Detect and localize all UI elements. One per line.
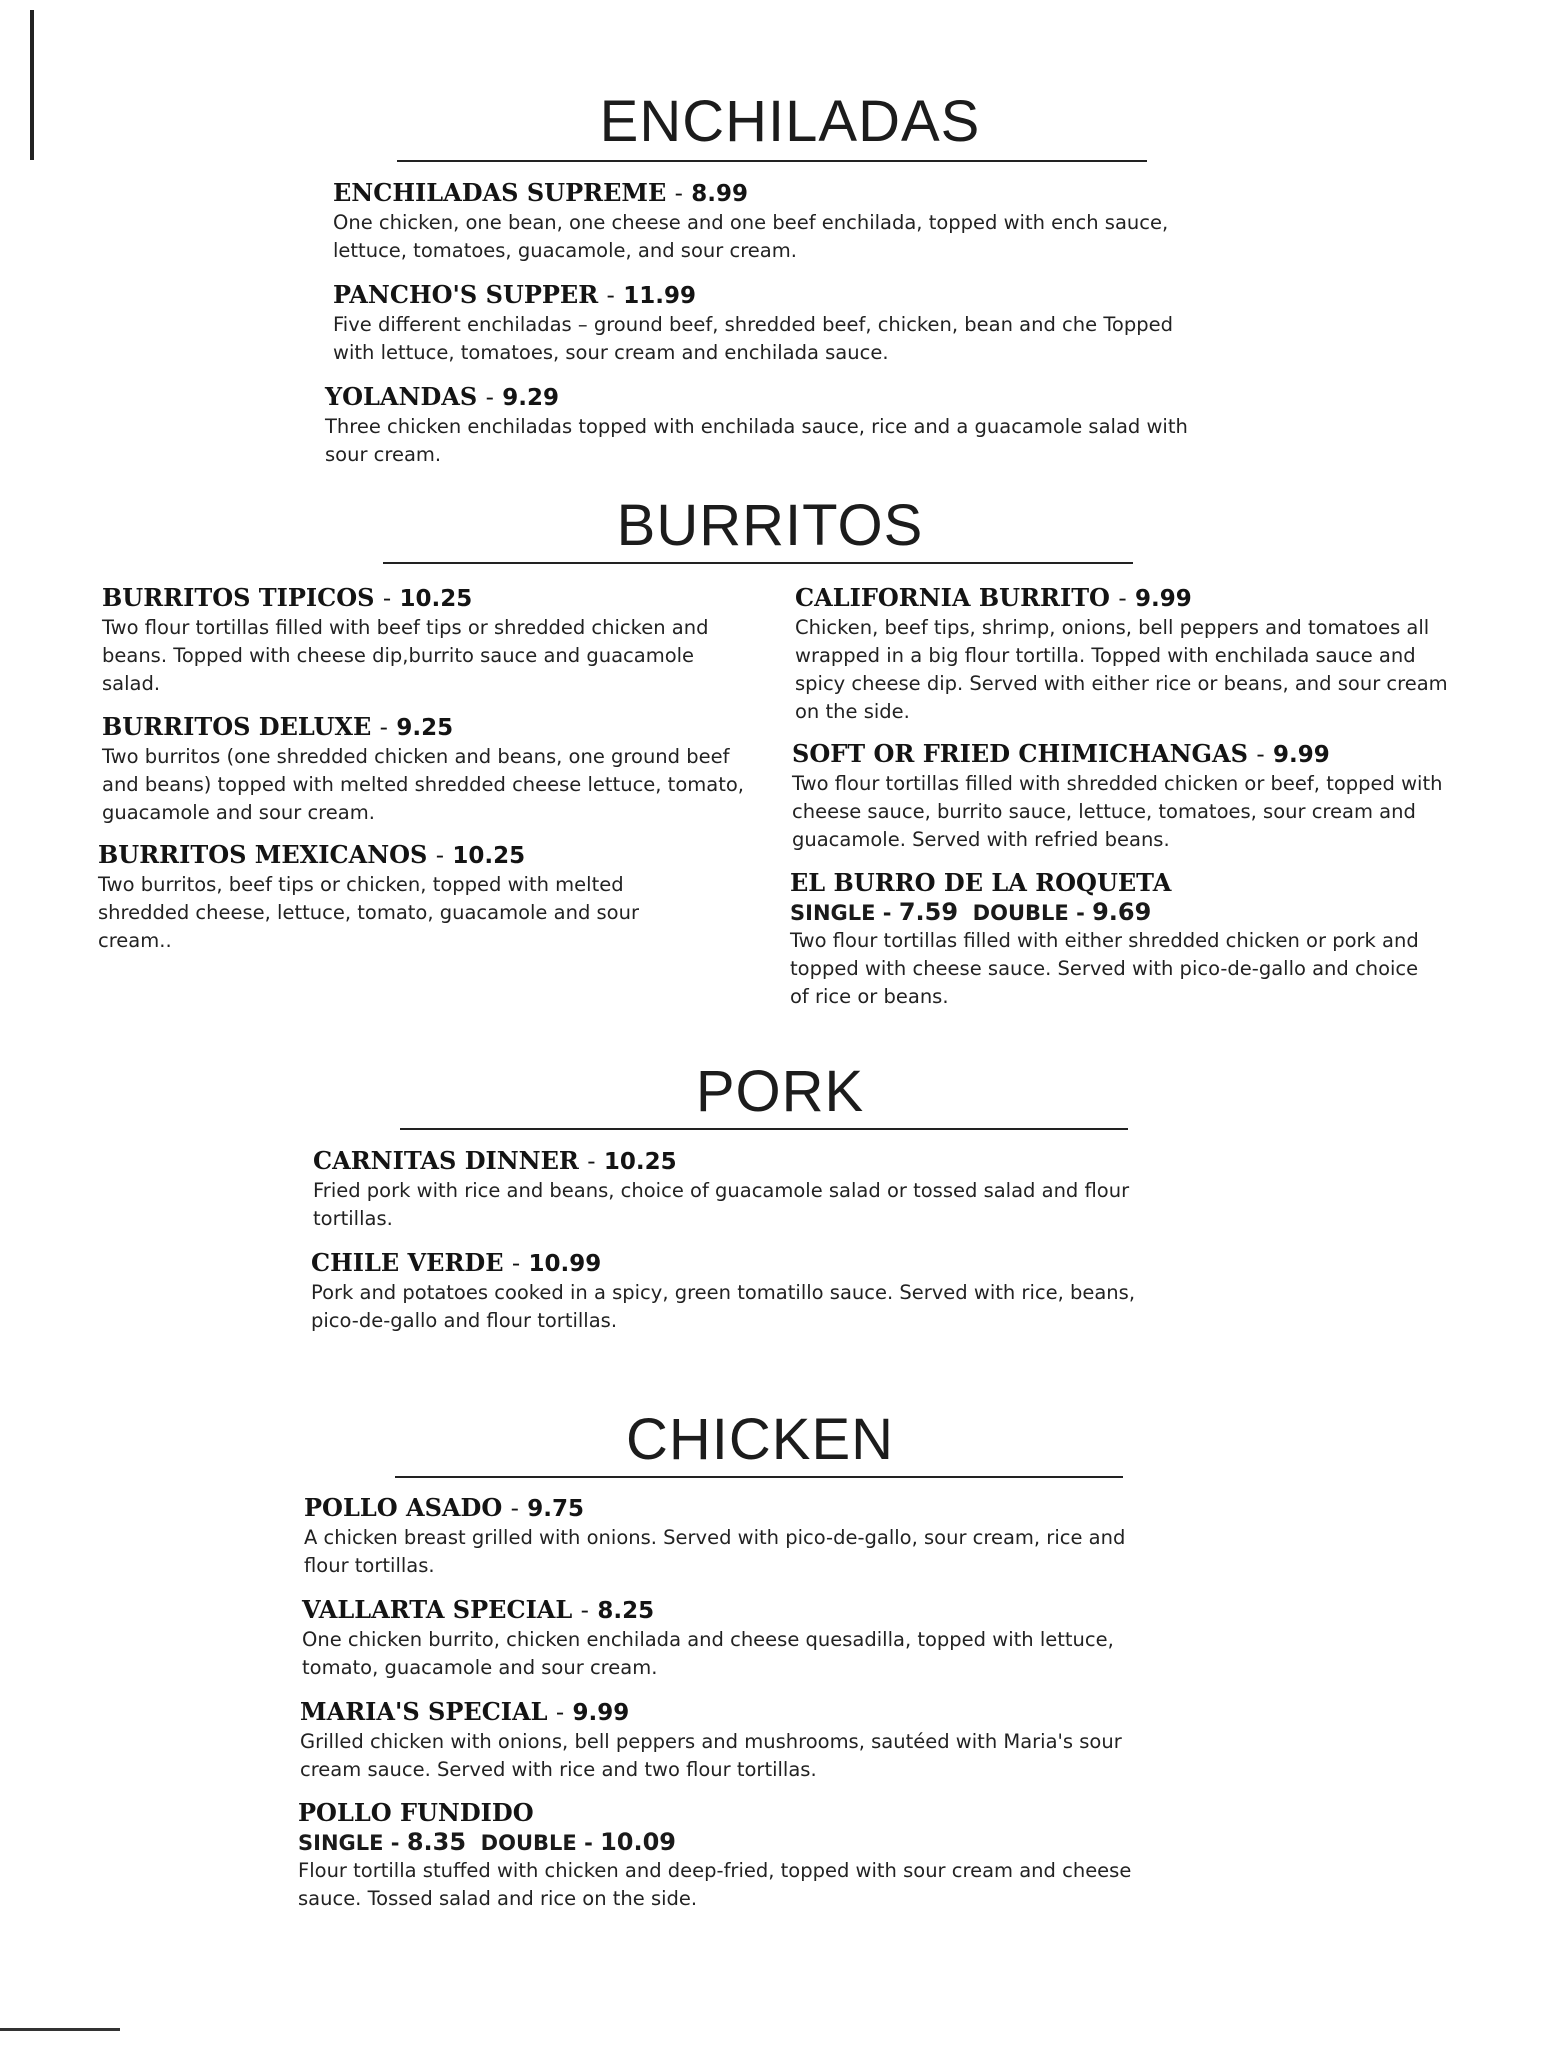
item-description: Three chicken enchiladas topped with enchilada sauce, rice and a guacamole salad with sour cream. (325, 415, 1188, 466)
item-description: Flour tortilla stuffed with chicken and deep-fried, topped with sour cream and cheese sauce. Tossed salad and rice on the side. (298, 1859, 1132, 1910)
price-separator: - (882, 901, 892, 925)
price-separator: - (674, 181, 683, 207)
item-name: BURRITOS DELUXE (102, 712, 372, 741)
section-rule-chicken (395, 1476, 1123, 1478)
price-separator: - (390, 1831, 400, 1855)
item-heading (102, 712, 752, 743)
price-separator: - (587, 1149, 596, 1175)
item-name: ENCHILADAS SUPREME (333, 178, 667, 207)
menu-item-panchos-supper (333, 280, 1213, 367)
double-label: DOUBLE (480, 1831, 577, 1855)
item-heading (300, 1697, 1160, 1728)
menu-item-carnitas-dinner (313, 1146, 1183, 1233)
item-heading (333, 178, 1213, 209)
double-price: 9.69 (1092, 898, 1152, 926)
scan-edge-bottom (0, 2028, 120, 2031)
price-separator: - (511, 1251, 521, 1277)
item-price: 9.75 (527, 1496, 585, 1522)
item-price: 10.25 (603, 1149, 677, 1175)
item-name: EL BURRO DE LA ROQUETA (790, 868, 1172, 897)
item-heading (313, 1146, 1183, 1177)
item-description: One chicken burrito, chicken enchilada and cheese quesadilla, topped with lettuce, tomato, guacamole and sour cream. (302, 1628, 1114, 1679)
menu-item-chile-verde (311, 1248, 1181, 1335)
item-heading (325, 382, 1205, 413)
item-name: CHILE VERDE (311, 1248, 504, 1277)
item-description: Fried pork with rice and beans, choice of guacamole salad or tossed salad and flour tortillas. (313, 1179, 1130, 1230)
section-title-pork: PORK (695, 1059, 865, 1124)
section-title-chicken: CHICKEN (625, 1407, 895, 1472)
item-description: Two flour tortillas filled with either shredded chicken or pork and topped with cheese sauce. Served with pico-de-gallo and choice of rice or beans. (790, 929, 1419, 1008)
menu-item-marias-special (300, 1697, 1160, 1784)
item-price: 8.99 (691, 181, 749, 207)
item-name: YOLANDAS (325, 382, 478, 411)
item-heading (302, 1595, 1162, 1626)
item-description: Pork and potatoes cooked in a spicy, green tomatillo sauce. Served with rice, beans, pico-de-gallo and flour tortillas. (311, 1281, 1136, 1332)
price-separator: - (584, 1831, 593, 1855)
item-description: A chicken breast grilled with onions. Served with pico-de-gallo, sour cream, rice and flour tortillas. (304, 1526, 1126, 1577)
item-name: BURRITOS TIPICOS (102, 583, 375, 612)
price-separator: - (510, 1496, 519, 1522)
menu-item-vallarta-special (302, 1595, 1162, 1682)
section-rule-pork (400, 1128, 1128, 1130)
item-price: 9.29 (502, 385, 560, 411)
item-heading (792, 739, 1467, 770)
price-separator: - (485, 385, 494, 411)
item-heading (795, 583, 1460, 614)
menu-item-enchiladas-supreme (333, 178, 1213, 265)
item-description: Five different enchiladas – ground beef, shredded beef, chicken, bean and che Topped with lettuce, tomatoes, sour cream and enchilada sauce. (333, 313, 1173, 364)
menu-item-burritos-deluxe (102, 712, 752, 827)
menu-item-burritos-mexicanos (98, 840, 718, 955)
item-description: Two burritos, beef tips or chicken, topped with melted shredded cheese, lettuce, tomato, guacamole and sour cream.. (98, 873, 639, 952)
item-description: One chicken, one bean, one cheese and one beef enchilada, topped with ench sauce, lettuce, tomatoes, guacamole, and sour cream. (333, 211, 1169, 262)
item-price: 10.25 (452, 843, 526, 869)
item-description: Two flour tortillas filled with shredded chicken or beef, topped with cheese sauce, burrito sauce, lettuce, tomatoes, sour cream and guacamole. Served with refried beans. (792, 772, 1443, 851)
item-heading (102, 583, 742, 614)
menu-item-yolandas (325, 382, 1205, 469)
single-label: SINGLE (298, 1831, 384, 1855)
section-title-burritos: BURRITOS (616, 493, 924, 558)
item-description: Two burritos (one shredded chicken and beans, one ground beef and beans) topped with melted shredded cheese lettuce, tomato, guacamole and sour cream. (102, 745, 744, 824)
item-size-prices (298, 1828, 1158, 1857)
menu-item-pollo-asado (304, 1493, 1164, 1580)
item-price: 11.99 (623, 283, 696, 309)
price-separator: - (1076, 901, 1085, 925)
price-separator: - (580, 1598, 589, 1624)
item-description: Two flour tortillas filled with beef tips or shredded chicken and beans. Topped with cheese dip,burrito sauce and guacamole salad. (102, 616, 709, 695)
item-price: 10.25 (399, 586, 473, 612)
price-separator: - (1118, 586, 1127, 612)
price-separator: - (1256, 742, 1265, 768)
item-name: CARNITAS DINNER (313, 1146, 579, 1175)
menu-item-pollo-fundido (298, 1798, 1158, 1913)
item-name: VALLARTA SPECIAL (302, 1595, 573, 1624)
price-separator: - (382, 586, 392, 612)
item-name: POLLO ASADO (304, 1493, 503, 1522)
single-label: SINGLE (790, 901, 876, 925)
item-heading (311, 1248, 1181, 1279)
price-separator: - (606, 283, 615, 309)
section-rule-burritos (383, 562, 1133, 564)
item-heading (304, 1493, 1164, 1524)
item-name: BURRITOS MEXICANOS (98, 840, 428, 869)
item-size-prices (790, 898, 1430, 927)
scan-edge-left (30, 10, 34, 160)
item-price: 9.99 (1134, 586, 1192, 612)
item-name: MARIA'S SPECIAL (300, 1697, 548, 1726)
price-separator: - (555, 1700, 565, 1726)
item-price: 8.25 (597, 1598, 655, 1624)
price-separator: - (435, 843, 445, 869)
double-price: 10.09 (600, 1828, 677, 1856)
menu-item-california-burrito (795, 583, 1460, 726)
item-description: Chicken, beef tips, shrimp, onions, bell peppers and tomatoes all wrapped in a big flour tortilla. Topped with enchilada sauce and spicy cheese dip. Served with either rice or beans, and sour cream on the side. (795, 616, 1448, 723)
item-price: 9.99 (572, 1700, 630, 1726)
menu-item-burritos-tipicos (102, 583, 742, 698)
menu-item-soft-or-fried-chimichangas (792, 739, 1467, 854)
item-price: 10.99 (528, 1251, 602, 1277)
price-separator: - (379, 715, 388, 741)
single-price: 8.35 (406, 1828, 467, 1856)
item-price: 9.99 (1272, 742, 1330, 768)
item-name: SOFT OR FRIED CHIMICHANGAS (792, 739, 1248, 768)
item-name: PANCHO'S SUPPER (333, 280, 599, 309)
item-name: POLLO FUNDIDO (298, 1798, 534, 1827)
item-heading (333, 280, 1213, 311)
section-title-enchiladas: ENCHILADAS (599, 89, 981, 154)
item-heading (98, 840, 718, 871)
item-name: CALIFORNIA BURRITO (795, 583, 1110, 612)
section-rule-enchiladas (397, 160, 1147, 162)
menu-item-el-burro-de-la-roqueta (790, 868, 1430, 1011)
single-price: 7.59 (898, 898, 959, 926)
double-label: DOUBLE (972, 901, 1069, 925)
item-description: Grilled chicken with onions, bell peppers and mushrooms, sautéed with Maria's sour cream sauce. Served with rice and two flour tortillas. (300, 1730, 1122, 1781)
item-price: 9.25 (396, 715, 454, 741)
